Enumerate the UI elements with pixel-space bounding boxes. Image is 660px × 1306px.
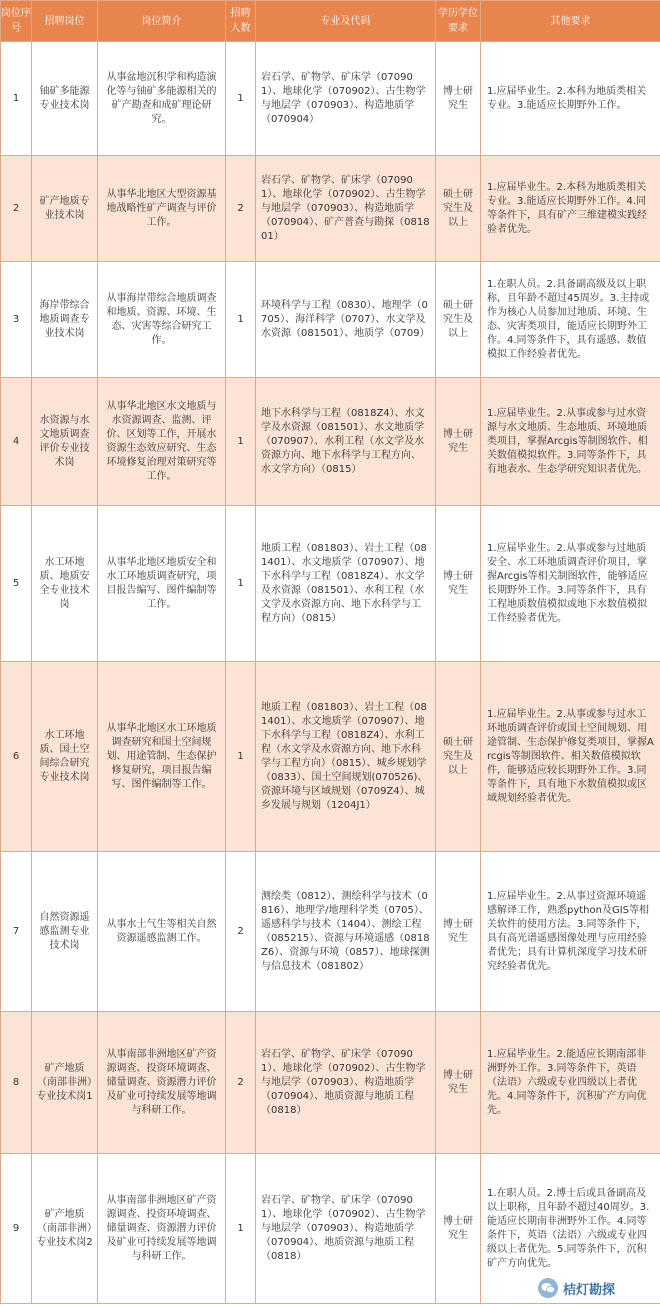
row-intro: 从事南部非洲地区矿产资源调查、投资环境调查、储量调查、资源潜力评价及矿业可持续发展等地调与科研工作。 [98,1154,226,1304]
row-major: 测绘类（0812）、测绘科学与技术（0816）、地理学/地理科学类（0705）、遥感科学与技术（1404）、测绘工程（085215）、资源与环境遥感（0818Z6）、资源与环境（0857）、地球探测与信息技术（081802） [256,852,436,1012]
watermark [538,1276,654,1300]
table-row [1,1012,660,1154]
row-edu: 博士研究生 [436,378,481,506]
row-requirements: 1.应届毕业生。2.从事过资源环境遥感解译工作，熟悉python及GIS等相关软件的使用方法。3.同等条件下，具有高光谱遥感图像处理与应用经验者优先；具有计算机深度学习技术研究经验者优先。 [481,852,660,1012]
wechat-icon [538,1278,558,1298]
row-count: 1 [226,42,256,156]
table-row [1,156,660,262]
row-count: 1 [226,378,256,506]
row-position: 水资源与水文地质调查评价专业技术岗 [32,378,98,506]
table-row [1,262,660,378]
row-edu: 硕士研究生及以上 [436,156,481,262]
table-row [1,662,660,852]
header-major: 专业及代码 [256,1,436,42]
row-edu: 硕士研究生及以上 [436,662,481,852]
table-row [1,378,660,506]
row-major: 岩石学、矿物学、矿床学（070901）、地球化学（070902）、古生物学与地层学（070903）、构造地质学（070904） [256,42,436,156]
row-intro: 从事盆地沉积学和构造演化等与铀矿多能源相关的矿产勘查和成矿理论研究。 [98,42,226,156]
row-requirements: 1.应届毕业生。2.本科为地质类相关专业。3.能适应长期野外工作。 [481,42,660,156]
row-intro: 从事华北地区水工环地质调查研究和国土空间规划、用途管制、生态保护修复研究，项目报告编写、图件编制等工作。 [98,662,226,852]
row-position: 自然资源遥感监测专业技术岗 [32,852,98,1012]
header-position: 招聘岗位 [32,1,98,42]
row-edu: 博士研究生 [436,506,481,662]
row-position: 铀矿多能源专业技术岗 [32,42,98,156]
header-no: 岗位序号 [1,1,32,42]
row-requirements: 1.应届毕业生。2.能适应长期南部非洲野外工作。3.同等条件下，英语（法语）六级或专业四级以上者优先。4.同等条件下，沉积矿产方向优先。 [481,1012,660,1154]
row-position: 水工环地质、国土空间综合研究专业技术岗 [32,662,98,852]
row-requirements: 1.应届毕业生。2.从事或参与过水工环地质调查评价或国土空间规划、用途管制、生态保护修复类项目，掌握Arcgis等制图软件、相关数值模拟软件，能够适应较长期野外工作。3.同等条件下，具有地下水数值模拟或区域规划经验者优先。 [481,662,660,852]
row-no: 2 [1,156,32,262]
row-edu: 硕士研究生及以上 [436,262,481,378]
row-count: 1 [226,506,256,662]
row-major: 环境科学与工程（0830）、地理学（0705）、海洋科学（0707）、水文学及水资源（081501）、地质学（0709） [256,262,436,378]
row-no: 9 [1,1154,32,1304]
row-count: 2 [226,156,256,262]
row-no: 6 [1,662,32,852]
row-major: 岩石学、矿物学、矿床学（070901）、地球化学（070902）、古生物学与地层学（070903）、构造地质学（070904）、地质资源与地质工程（0818） [256,1154,436,1304]
row-intro: 从事南部非洲地区矿产资源调查、投资环境调查、储量调查、资源潜力评价及矿业可持续发展等地调与科研工作。 [98,1012,226,1154]
row-intro: 从事华北地区地质安全和水工环地质调查研究，项目报告编写、图件编制等工作。 [98,506,226,662]
header-count: 招聘人数 [226,1,256,42]
row-position: 矿产地质（南部非洲）专业技术岗2 [32,1154,98,1304]
row-position: 矿产地质（南部非洲）专业技术岗1 [32,1012,98,1154]
table-header-row [1,1,660,42]
row-no: 8 [1,1012,32,1154]
row-major: 岩石学、矿物学、矿床学（070901）、地球化学（070902）、古生物学与地层学（070903）、构造地质学（070904）、地质资源与地质工程（0818） [256,1012,436,1154]
row-count: 1 [226,662,256,852]
row-edu: 博士研究生 [436,852,481,1012]
row-requirements: 1.应届毕业生。2.从事或参与过水资源与水文地质、生态地质、环境地质类项目，掌握Arcgis等制图软件、相关数值模拟软件。3.同等条件下，具有地表水、生态学研究知识者优先。 [481,378,660,506]
row-position: 矿产地质专业技术岗 [32,156,98,262]
row-edu: 博士研究生 [436,42,481,156]
row-intro: 从事华北地区大型资源基地战略性矿产调查与评价工作。 [98,156,226,262]
row-no: 5 [1,506,32,662]
row-intro: 从事海岸带综合地质调查和地质、资源、环境、生态、灾害等综合研究工作。 [98,262,226,378]
header-req: 其他要求 [481,1,660,42]
row-requirements: 1.在职人员。2.博士后或具备副高及以上职称，且年龄不超过40周岁。3.能适应长期南非洲野外工作。4.同等条件下，英语（法语）六级或专业四级以上者优先。5.同等条件下，沉积矿产方向优先。 [481,1154,660,1304]
row-no: 4 [1,378,32,506]
row-count: 2 [226,1012,256,1154]
row-requirements: 1.应届毕业生。2.从事或参与过地质安全、水工环地质调查评价项目，掌握Arcgis等相关制图软件，能够适应长期野外工作。3.同等条件下，具有工程地质数值模拟或地下水数值模拟工作经验者优先。 [481,506,660,662]
table-row [1,506,660,662]
table-row [1,42,660,156]
row-no: 1 [1,42,32,156]
row-intro: 从事水土气生等相关自然资源遥感监测工作。 [98,852,226,1012]
header-intro: 岗位简介 [98,1,226,42]
row-count: 2 [226,852,256,1012]
table-row [1,852,660,1012]
row-requirements: 1.在职人员。2.具备副高级及以上职称，且年龄不超过45周岁。3.主持或作为核心人员参加过地质、环境、生态、灾害类项目，能适应长期野外工作。4.同等条件下，具有遥感、数值模拟工作经验者优先。 [481,262,660,378]
row-major: 岩石学、矿物学、矿床学（070901）、地球化学（070902）、古生物学与地层学（070903）、构造地质学（070904）、矿产普查与勘探（081801） [256,156,436,262]
row-no: 7 [1,852,32,1012]
row-edu: 博士研究生 [436,1012,481,1154]
row-major: 地质工程（081803）、岩土工程（081401）、水文地质学（070907）、地下水科学与工程（0818Z4）、水文学及水资源（081501）、水利工程（水文学及水资源方向、地下水科学与工程方向）（0815） [256,506,436,662]
row-edu: 博士研究生 [436,1154,481,1304]
row-position: 水工环地质、地质安全专业技术岗 [32,506,98,662]
row-major: 地下水科学与工程（0818Z4）、水文学及水资源（081501）、水文地质学（070907）、水利工程（水文学及水资源方向、地下水科学与工程方向、水文学方向）（0815） [256,378,436,506]
row-position: 海岸带综合地质调查专业技术岗 [32,262,98,378]
header-edu: 学历学位要求 [436,1,481,42]
row-intro: 从事华北地区水文地质与水资源调查、监测、评价、区划等工作，开展水资源生态效应研究、生态环境修复治理对策研究等工作。 [98,378,226,506]
watermark-text: 桔灯勘探 [563,1282,616,1298]
row-no: 3 [1,262,32,378]
row-requirements: 1.应届毕业生。2.本科为地质类相关专业。3.能适应长期野外工作。4.同等条件下，具有矿产三维建模实践经验者优先。 [481,156,660,262]
row-major: 地质工程（081803）、岩土工程（081401）、水文地质学（070907）、地下水科学与工程（0818Z4）、水利工程（水文学及水资源方向、地下水科学与工程方向）（0815）、城乡规划学（0833）、国土空间规划(070526)、资源环境与区域规划（0709Z4）、城乡发展与规划（1204J1） [256,662,436,852]
row-count: 1 [226,262,256,378]
row-count: 1 [226,1154,256,1304]
